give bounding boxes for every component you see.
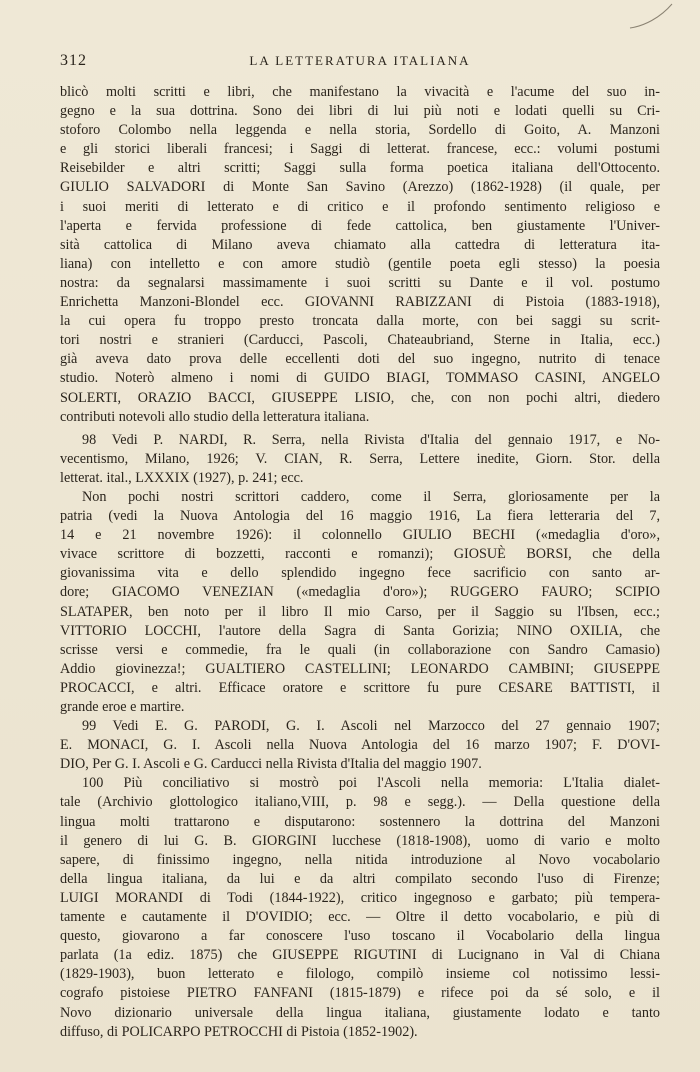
footnote-line: patria (vedi la Nuova Antologia del 16 maggio 1916, La fiera letteraria del 7, [60, 508, 660, 525]
text-line: studio. Noterò almeno i nomi di GUIDO BIAGI, TOMMASO CASINI, ANGELO [60, 370, 660, 387]
footnote-line: cografo pistoiese PIETRO FANFANI (1815-1879) e rifece poi da sé solo, e il [60, 985, 660, 1002]
footnote-line: (1829-1903), buon letterato e filologo, compilò insieme col notissimo lessi- [60, 966, 660, 983]
footnote-line: lingua molti trattarono e disputarono: sostennero la dottrina del Manzoni [60, 813, 660, 830]
text-line: gegno e la sua dottrina. Sono dei libri di lui più noti e lodati quelli su Cri- [60, 103, 660, 120]
footnote-line: Non pochi nostri scrittori caddero, come il Serra, gloriosamente per la [82, 488, 660, 505]
text-line: tori nostri e stranieri (Carducci, Pascoli, Chateaubriand, Sterne in Italia, ecc.) [60, 332, 660, 349]
footnote-line: parlata (1a ediz. 1875) che GIUSEPPE RIGUTINI di Lucignano in Val di Chiana [60, 947, 660, 964]
footnote-line: Addio giovinezza!; GUALTIERO CASTELLINI; LEONARDO CAMBINI; GIUSEPPE [60, 660, 660, 677]
footnote-line: sapere, di finissimo ingegno, nella nitida introduzione al Novo vocabolario [60, 851, 660, 868]
footnote-line: E. MONACI, G. I. Ascoli nella Nuova Antologia del 16 marzo 1907; F. D'OVI- [60, 737, 660, 754]
running-title: LA LETTERATURA ITALIANA [249, 53, 471, 68]
footnote-line: 99 Vedi E. G. PARODI, G. I. Ascoli nel Marzocco del 27 gennaio 1907; [82, 718, 660, 735]
footnote-line: 100 Più conciliativo si mostrò poi l'Ascoli nella memoria: L'Italia dialet- [82, 775, 660, 792]
text-line: liana) con intelletto e con amore studiò (gentile poeta egli stesso) la poesia [60, 255, 660, 272]
page-header [60, 52, 660, 74]
footnote-line: 14 e 21 novembre 1926): il colonnello GIULIO BECHI («medaglia d'oro», [60, 527, 660, 544]
text-line: l'aperta e fervida professione di fede cattolica, ben giustamente l'Univer- [60, 217, 660, 234]
footnote-line: il genero di lui G. B. GIORGINI lucchese (1818-1908), uomo di vario e molto [60, 832, 660, 849]
text-line: i suoi meriti di letterato e di critico e il profondo sentimento religioso e [60, 198, 660, 215]
footnote-line: dore; GIACOMO VENEZIAN («medaglia d'oro»); RUGGERO FAURO; SCIPIO [60, 584, 660, 601]
text-line: SOLERTI, ORAZIO BACCI, GIUSEPPE LISIO, che, con non pochi altri, diedero [60, 389, 660, 406]
text-line: e gli storici liberali francesi; i Saggi di letterat. francese, ecc.: volumi postumi [60, 141, 660, 158]
footnote-line: diffuso, di POLICARPO PETROCCHI di Pistoia (1852-1902). [60, 1023, 418, 1040]
footnote-line: 98 Vedi P. NARDI, R. Serra, nella Rivista d'Italia del gennaio 1917, e No- [82, 431, 660, 448]
text-line: Reisebilder e altri scritti; Saggi sulla forma poetica italiana dell'Ottocento. [60, 160, 660, 177]
footnote-line: scrisse versi e commedie, fra le quali (in collaborazione con Sandro Camasio) [60, 641, 660, 658]
pencil-mark-icon [622, 0, 682, 40]
footnote-line: tale (Archivio glottologico italiano,VIII, p. 98 e segg.). — Della questione della [60, 794, 660, 811]
footnote-line: LUIGI MORANDI di Todi (1844-1922), critico ingegnoso e garbato; più tempera- [60, 889, 660, 906]
footnote-line: SLATAPER, ben noto per il libro Il mio Carso, per il Saggio su l'Ibsen, ecc.; [60, 603, 660, 620]
footnote-line: tamente e cautamente il D'OVIDIO; ecc. — Oltre il detto vocabolario, e più di [60, 909, 660, 926]
page-body [60, 83, 660, 1042]
footnote-line: della lingua italiana, da lui e da altri compilato secondo l'uso di Firenze; [60, 870, 660, 887]
text-line: nostra: da segnalarsi massimamente i suoi scritti su Dante e il vol. postumo [60, 274, 660, 291]
footnote-line: giovanissima vita e dello splendido ingegno fece sacrificio con santo ar- [60, 565, 660, 582]
text-line: GIULIO SALVADORI di Monte San Savino (Arezzo) (1862-1928) (il quale, per [60, 179, 660, 196]
footnote-line: questo, giovarono a far conoscere l'uso toscano il Vocabolario della lingua [60, 928, 660, 945]
page-number: 312 [60, 52, 87, 69]
text-line: la cui opera fu troppo presto troncata dalla morte, con bei saggi su scrit- [60, 313, 660, 330]
footnote-line: DIO, Per G. I. Ascoli e G. Carducci nella Rivista d'Italia del maggio 1907. [60, 756, 482, 773]
footnote-line: PROCACCI, e altri. Efficace oratore e scrittore fu pure CESARE BATTISTI, il [60, 679, 660, 696]
footnote-line: Novo dizionario universale della lingua italiana, giustamente lodato e tanto [60, 1004, 660, 1021]
text-line: già aveva dato prova delle eccellenti doti del suo ingegno, nutrito di tenace [60, 351, 660, 368]
text-line: stoforo Colombo nella leggenda e nella storia, Sordello di Goito, A. Manzoni [60, 122, 660, 139]
text-line: contributi notevoli allo studio della letteratura italiana. [60, 408, 370, 425]
text-line: blicò molti scritti e libri, che manifestano la vivacità e l'acume del suo in- [60, 84, 660, 100]
footnote-line: vecentismo, Milano, 1926; V. CIAN, R. Serra, Lettere inedite, Giorn. Stor. della [60, 450, 660, 467]
footnote-line: letterat. ital., LXXXIX (1927), p. 241; ecc. [60, 469, 304, 486]
text-line: sità cattolica di Milano aveva chiamato alla cattedra di letteratura ita- [60, 236, 660, 253]
footnote-line: VITTORIO LOCCHI, l'autore della Sagra di Santa Gorizia; NINO OXILIA, che [60, 622, 660, 639]
footnote-line: vivace scrittore di bozzetti, racconti e romanzi); GIOSUÈ BORSI, che della [60, 546, 660, 563]
footnote-line: grande eroe e martire. [60, 699, 185, 715]
text-line: Enrichetta Manzoni-Blondel ecc. GIOVANNI RABIZZANI di Pistoia (1883-1918), [60, 294, 660, 311]
